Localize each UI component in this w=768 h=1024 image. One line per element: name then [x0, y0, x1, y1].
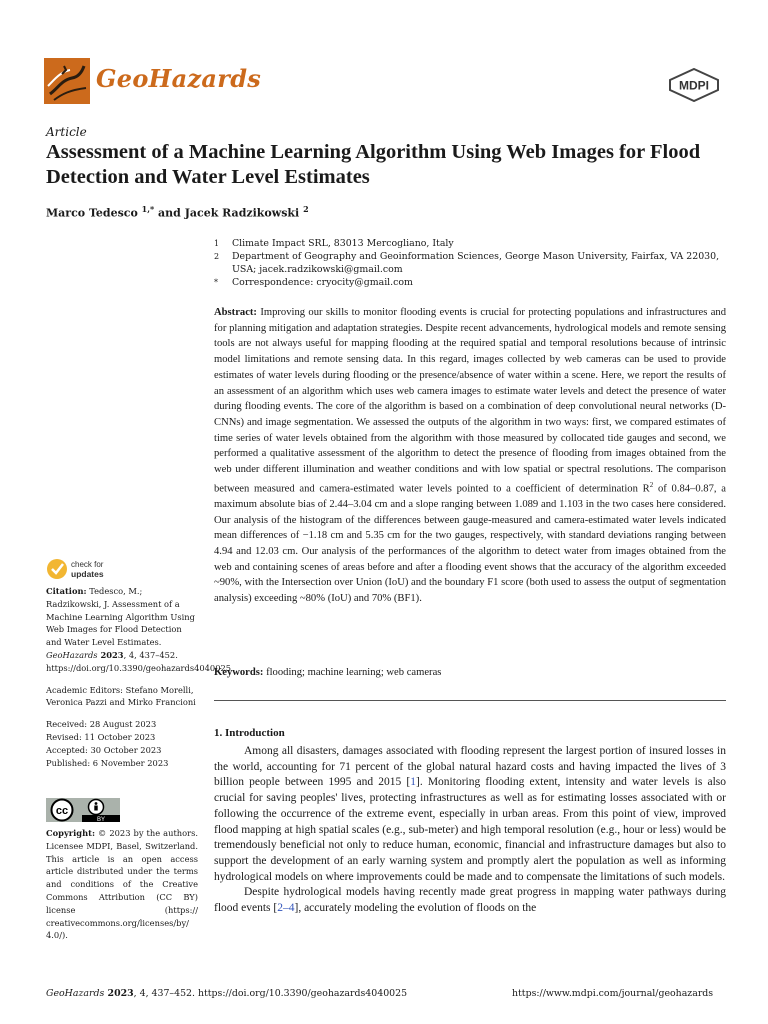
affiliations [214, 237, 726, 289]
date-received: Received: 28 August 2023 [46, 719, 157, 730]
author-list [46, 204, 309, 220]
cc-text: cc [55, 805, 69, 817]
publisher-name: MDPI [679, 78, 709, 93]
affiliation-text: Correspondence: cryocity@gmail.com [232, 277, 413, 288]
citation-link[interactable]: 1 [410, 776, 416, 789]
keywords [214, 667, 726, 678]
intro-paragraph [214, 744, 726, 885]
citation-doi: , 4, 437–452. https://doi.org/10.3390/geohazards4040025 [46, 649, 232, 673]
dates-block [46, 718, 198, 769]
citation-link[interactable]: 2–4 [277, 902, 295, 915]
article-info-sidebar [46, 585, 232, 778]
abstract-text: Improving our skills to monitor flooding events is crucial for protecting populations and infrastructures and for planning mitigation and adaptation strategies. Despite recent advancements, hydrological models and remote sensing tools are not always useful for mapping flooding at the required spatial and temporal resolutions because of intrinsic model limitations and remote sensing data. In this regard, images collected by web cameras can be used to provide estimates of water levels during flooding or the presence/absence of water within a scene. Here, we report the results of an assessment of an algorithm which uses web camera images to estimate water levels and detect the presence of water during flooding events. The core of the algorithm is based on a combination of deep convolutional neural networks (D-CNNs) and image segmentation. We assessed the outputs of the algorithm in two ways: first, we compared estimates of time series of water levels obtained from the algorithm with those measured by collocated tide gauges and second, we performed a qualitative assessment of the algorithm to detect the presence of flooding from images obtained from the web under different illumination and weather conditions and with low spatial or spectral resolutions. The comparison between measured and camera-estimated water levels pointed to a coefficient of determination R [214, 307, 726, 495]
abstract [214, 305, 726, 607]
intro-text: ], accurately modeling the evolution of floods on the [294, 902, 537, 915]
date-revised: Revised: 11 October 2023 [46, 731, 156, 742]
date-accepted: Accepted: 30 October 2023 [46, 744, 162, 755]
article-title: Assessment of a Machine Learning Algorithm Using Web Images for Flood Detection and Water Level Estimates [46, 141, 701, 188]
journal-name: GeoHazards [96, 64, 262, 93]
citation-journal: GeoHazards [46, 649, 98, 660]
affiliation-text: Climate Impact SRL, 83013 Mercogliano, Italy [232, 238, 454, 249]
intro-text: Despite hydrological models having recently made great progress in mapping water pathways during flood events [ [214, 886, 726, 915]
citation-label: Citation: [46, 586, 87, 596]
footer-doi: , 4, 437–452. https://doi.org/10.3390/geohazards4040025 [133, 988, 408, 999]
by-text: BY [96, 817, 106, 822]
citation-block [46, 585, 232, 675]
check-updates-line2: updates [71, 569, 104, 579]
keywords-label: Keywords: [214, 667, 264, 678]
copyright-text: © 2023 by the authors. Licensee MDPI, Basel, Switzerland. This article is an open access article distributed under the terms and conditions of the Creative Commons Attribution (CC BY) license (https:// creativecommons.org/licenses/by/ 4.0/). [46, 828, 198, 941]
abstract-text-continued: of 0.84–0.87, a maximum absolute bias of 2.44–3.04 cm and a slope ranging between 1.089 and 1.103 in the two cases here considered. Our analysis of the histogram of the differences between gauge-measured and camera-estimated water levels indicated mean differences of −1.18 cm and 5.35 cm for the two gauges, respectively, with standard deviations ranging between 4.94 and 12.03 cm. Our analysis of the performances of the algorithm to detect water from images obtained from the web and containing scenes of areas before and after a flooding event shows that the accuracy of the algorithm exceeded ~90%, with the Intersection over Union (IoU) and the boundary F1 score (both used to assess the output of segmentation analysis) exceeding ~80% (IoU) and 70% (BF1). [214, 483, 726, 605]
citation-year: 2023 [97, 649, 124, 660]
introduction-body [214, 744, 726, 917]
publisher-logo [668, 68, 720, 102]
affiliation-text: Department of Geography and Geoinformation Sciences, George Mason University, Fairfax, VA 22030, USA; jacek.radzikowski@gmail.com [232, 251, 720, 275]
date-published: Published: 6 November 2023 [46, 757, 169, 768]
cc-by-license-icon[interactable] [46, 798, 120, 822]
footer-journal: GeoHazards [46, 988, 105, 999]
check-updates-line1: check for [71, 560, 104, 569]
journal-logo-icon [44, 58, 90, 104]
affiliation-mark: 2 [214, 252, 220, 261]
abstract-superscript: 2 [649, 480, 654, 489]
affiliation-item [214, 250, 726, 276]
check-for-updates-badge[interactable] [46, 556, 126, 582]
affiliation-item [214, 276, 726, 289]
author-name: Jacek Radzikowski [184, 206, 300, 220]
footer-citation [46, 988, 407, 999]
intro-paragraph [214, 885, 726, 916]
affiliation-item [214, 237, 726, 250]
affiliation-mark: 1 [214, 239, 220, 248]
footer-journal-url[interactable]: https://www.mdpi.com/journal/geohazards [512, 988, 714, 999]
copyright-notice [46, 827, 198, 942]
author-superscript: 1,* [141, 204, 155, 214]
citation-text: Tedesco, M.; Radzikowski, J. Assessment of a Machine Learning Algorithm Using Web Images for Flood Detection and Water Level Estimates. [46, 586, 195, 648]
academic-editors: Academic Editors: Stefano Morelli, Veronica Pazzi and Mirko Francioni [46, 684, 196, 708]
author-superscript: 2 [303, 204, 309, 214]
copyright-label: Copyright: [46, 828, 96, 838]
intro-text: Among all disasters, damages associated with flooding represent the largest portion of insured losses in the world, accounting for 71 percent of the global natural hazard costs and having impacted the lives of 3 billion people between 1995 and 2015 [ [214, 745, 726, 789]
section-divider [214, 700, 726, 701]
article-type: Article [46, 125, 87, 139]
author-conjunction: and [154, 206, 185, 220]
author-name: Marco Tedesco [46, 206, 138, 220]
section-heading: 1. Introduction [214, 727, 285, 739]
affiliation-mark: * [214, 278, 218, 287]
abstract-label: Abstract: [214, 307, 257, 318]
intro-text: ]. Monitoring flooding extent, intensity and water levels is also crucial for saving peoples' lives, protecting infrastructures as well as for estimating losses associated with or following the occurrence of the extreme event, especially in urban areas. From this point of view, improved flood mapping at high spatial scales (e.g., sub-meter) and high temporal resolution (e.g., hour or less) would be tremendously beneficial not only to reduce human, economic, financial and infrastructure damages but also to support the development of an early warning system and promptly alert the population as well as informing hydrological models on where improvements could be made and to compensate the limitations of such models. [214, 776, 726, 883]
footer-year: 2023 [104, 988, 134, 999]
keywords-text: flooding; machine learning; web cameras [263, 667, 442, 678]
